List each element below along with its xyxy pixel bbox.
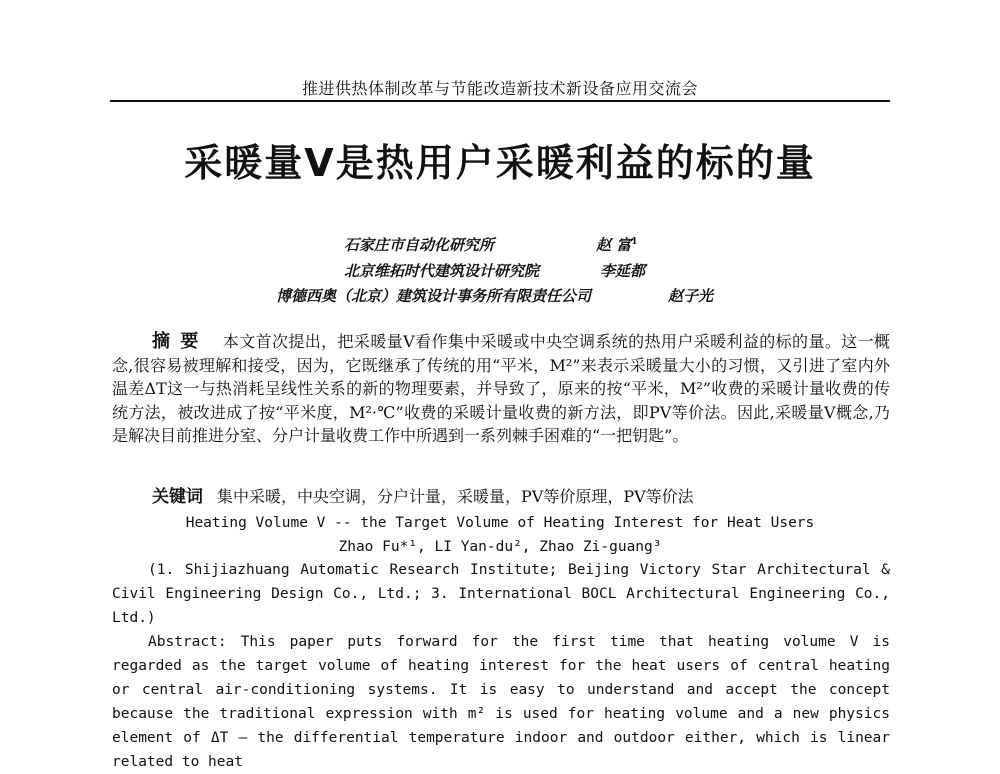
keywords (152, 486, 892, 508)
conference-header: 推进供热体制改革与节能改造新技术新设备应用交流会 (301, 79, 698, 98)
abstract-text: 本文首次提出，把采暖量V看作集中采暖或中央空调系统的热用户采暖利益的标的量。这一概念,很容易被理解和接受，因为，它既继承了传统的用“平米，M²”来表示采暖量大小的习惯，又引进了室内外温差ΔT这一与热消耗呈线性关系的新的物理要素，并导致了，原来的按“平米，M²”收费的采暖计量收费的传统方法，被改进成了按“平米度，M²·℃”收费的采暖计量收费的新方法，即PV等价法。因此,采暖量V概念,乃是解决目前推进分室、分户计量收费工作中所遇到一系列棘手困难的“一把钥匙”。 (112, 332, 891, 445)
author-name-1: 赵 富$^1$ (596, 236, 638, 254)
author-affiliation-1: 石家庄市自动化研究所 (344, 236, 495, 254)
english-title: Heating Volume V -- the Target Volume of Heating Interest for Heat Users (185, 515, 815, 531)
english-authors: Zhao Fu*¹, LI Yan-du², Zhao Zi-guang³ (338, 539, 662, 555)
author-name-3: 赵子光 (668, 287, 714, 305)
author-name-2: 李延都 (600, 262, 646, 280)
english-abstract: Abstract: This paper puts forward for the first time that heating volume V is regarded as the target volume of heating interest for the heat users of central heating or central air-conditioning systems. It is easy to understand and accept the concept because the traditional expression with m² is used for heating volume and a new physics element of ΔT — the differential temperature indoor and outdoor either, which is linear related to heat (112, 634, 890, 770)
header-rule (110, 100, 890, 102)
author-affiliation-2: 北京维拓时代建筑设计研究院 (344, 262, 540, 280)
abstract-chinese (112, 330, 890, 448)
keywords-label: 关键词 (152, 487, 203, 507)
abstract-label: 摘要 (152, 331, 209, 352)
paper-title: 采暖量V是热用户采暖利益的标的量 (184, 141, 816, 185)
author-affiliation-3: 博德西奥（北京）建筑设计事务所有限责任公司 (276, 287, 592, 305)
keywords-text: 集中采暖，中央空调，分户计量，采暖量，PV等价原理，PV等价法 (217, 487, 694, 506)
english-affiliations: (1. Shijiazhuang Automatic Research Institute; Beijing Victory Star Architectural & Civil Engineering Design Co., Ltd.; 3. International BOCL Architectural Engineering Co., Ltd.) (112, 562, 890, 626)
